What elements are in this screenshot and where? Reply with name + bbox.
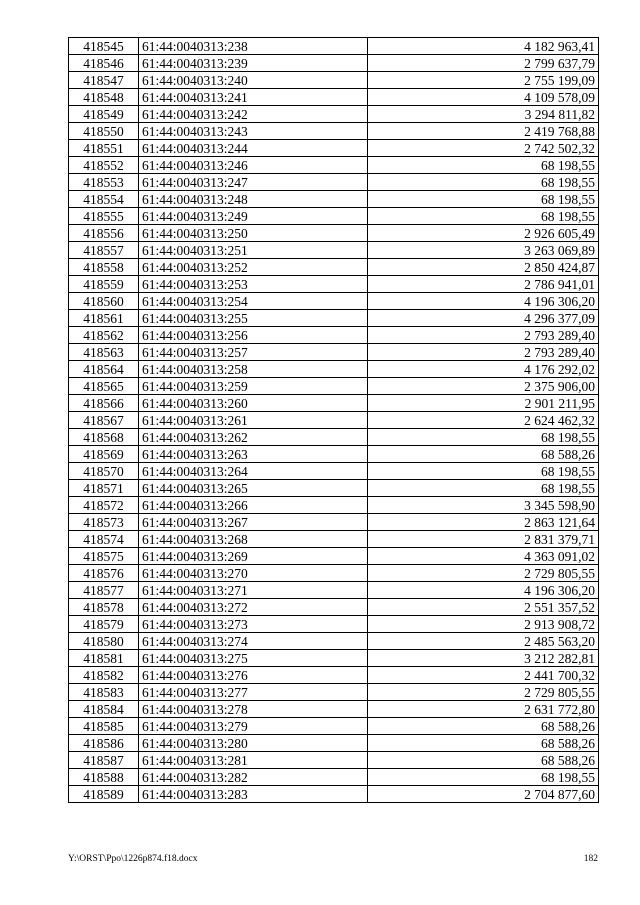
row-number-cell: 418566 [69,395,139,412]
table-row [69,242,599,259]
cadastral-number-cell: 61:44:0040313:256 [139,327,368,344]
cadastral-number-cell: 61:44:0040313:281 [139,752,368,769]
value-cell: 68 198,55 [368,191,599,208]
cadastral-number-cell: 61:44:0040313:283 [139,786,368,803]
row-number-cell: 418579 [69,616,139,633]
value-cell: 68 198,55 [368,769,599,786]
cadastral-number-cell: 61:44:0040313:255 [139,310,368,327]
table-row [69,701,599,718]
cadastral-number-cell: 61:44:0040313:244 [139,140,368,157]
row-number-cell: 418585 [69,718,139,735]
cadastral-number-cell: 61:44:0040313:251 [139,242,368,259]
row-number-cell: 418568 [69,429,139,446]
value-cell: 68 198,55 [368,174,599,191]
cadastral-number-cell: 61:44:0040313:241 [139,89,368,106]
cadastral-number-cell: 61:44:0040313:268 [139,531,368,548]
table-row [69,769,599,786]
row-number-cell: 418584 [69,701,139,718]
cadastral-number-cell: 61:44:0040313:254 [139,293,368,310]
value-cell: 68 198,55 [368,463,599,480]
table-row [69,684,599,701]
row-number-cell: 418565 [69,378,139,395]
row-number-cell: 418581 [69,650,139,667]
cadastral-number-cell: 61:44:0040313:278 [139,701,368,718]
value-cell: 68 198,55 [368,208,599,225]
value-cell: 2 863 121,64 [368,514,599,531]
table-row [69,463,599,480]
value-cell: 2 755 199,09 [368,72,599,89]
table-row [69,667,599,684]
table-row [69,752,599,769]
value-cell: 2 742 502,32 [368,140,599,157]
cadastral-number-cell: 61:44:0040313:276 [139,667,368,684]
value-cell: 2 551 357,52 [368,599,599,616]
value-cell: 2 441 700,32 [368,667,599,684]
table-row [69,735,599,752]
table-row [69,106,599,123]
value-cell: 68 198,55 [368,157,599,174]
value-cell: 2 631 772,80 [368,701,599,718]
value-cell: 68 588,26 [368,735,599,752]
cadastral-number-cell: 61:44:0040313:248 [139,191,368,208]
row-number-cell: 418586 [69,735,139,752]
value-cell: 2 729 805,55 [368,565,599,582]
row-number-cell: 418560 [69,293,139,310]
row-number-cell: 418545 [69,38,139,55]
value-cell: 2 831 379,71 [368,531,599,548]
cadastral-number-cell: 61:44:0040313:250 [139,225,368,242]
table-row [69,293,599,310]
row-number-cell: 418570 [69,463,139,480]
row-number-cell: 418555 [69,208,139,225]
row-number-cell: 418573 [69,514,139,531]
cadastral-number-cell: 61:44:0040313:260 [139,395,368,412]
row-number-cell: 418561 [69,310,139,327]
table-row [69,191,599,208]
value-cell: 2 850 424,87 [368,259,599,276]
cadastral-number-cell: 61:44:0040313:259 [139,378,368,395]
value-cell: 2 786 941,01 [368,276,599,293]
row-number-cell: 418578 [69,599,139,616]
value-cell: 2 901 211,95 [368,395,599,412]
table-row [69,633,599,650]
table-row [69,514,599,531]
table-row [69,310,599,327]
footer-file-path: Y:\ORST\Ppo\1226p874.f18.docx [68,854,198,864]
table-row [69,395,599,412]
row-number-cell: 418564 [69,361,139,378]
table-row [69,259,599,276]
table-row [69,55,599,72]
cadastral-number-cell: 61:44:0040313:261 [139,412,368,429]
table-row [69,378,599,395]
value-cell: 2 793 289,40 [368,327,599,344]
value-cell: 2 913 908,72 [368,616,599,633]
cadastral-number-cell: 61:44:0040313:270 [139,565,368,582]
row-number-cell: 418551 [69,140,139,157]
table-row [69,616,599,633]
row-number-cell: 418574 [69,531,139,548]
value-cell: 68 198,55 [368,480,599,497]
cadastral-number-cell: 61:44:0040313:269 [139,548,368,565]
value-cell: 4 176 292,02 [368,361,599,378]
row-number-cell: 418558 [69,259,139,276]
row-number-cell: 418567 [69,412,139,429]
row-number-cell: 418571 [69,480,139,497]
cadastral-number-cell: 61:44:0040313:275 [139,650,368,667]
row-number-cell: 418554 [69,191,139,208]
value-cell: 4 196 306,20 [368,293,599,310]
row-number-cell: 418557 [69,242,139,259]
table-row [69,276,599,293]
row-number-cell: 418580 [69,633,139,650]
table-row [69,361,599,378]
table-row [69,786,599,803]
value-cell: 2 729 805,55 [368,684,599,701]
value-cell: 3 294 811,82 [368,106,599,123]
table-row [69,650,599,667]
table-row [69,327,599,344]
table-row [69,548,599,565]
table-row [69,89,599,106]
row-number-cell: 418582 [69,667,139,684]
row-number-cell: 418577 [69,582,139,599]
value-cell: 68 588,26 [368,446,599,463]
value-cell: 2 793 289,40 [368,344,599,361]
table-row [69,140,599,157]
table-row [69,718,599,735]
cadastral-number-cell: 61:44:0040313:247 [139,174,368,191]
table-row [69,72,599,89]
row-number-cell: 418583 [69,684,139,701]
cadastral-number-cell: 61:44:0040313:273 [139,616,368,633]
table-row [69,208,599,225]
cadastral-number-cell: 61:44:0040313:262 [139,429,368,446]
value-cell: 2 375 906,00 [368,378,599,395]
value-cell: 4 182 963,41 [368,38,599,55]
cadastral-number-cell: 61:44:0040313:252 [139,259,368,276]
cadastral-number-cell: 61:44:0040313:253 [139,276,368,293]
cadastral-number-cell: 61:44:0040313:258 [139,361,368,378]
value-cell: 2 704 877,60 [368,786,599,803]
row-number-cell: 418563 [69,344,139,361]
cadastral-number-cell: 61:44:0040313:271 [139,582,368,599]
row-number-cell: 418556 [69,225,139,242]
cadastral-number-cell: 61:44:0040313:279 [139,718,368,735]
row-number-cell: 418576 [69,565,139,582]
row-number-cell: 418589 [69,786,139,803]
cadastral-number-cell: 61:44:0040313:277 [139,684,368,701]
table-row [69,497,599,514]
cadastral-number-cell: 61:44:0040313:246 [139,157,368,174]
cadastral-number-cell: 61:44:0040313:266 [139,497,368,514]
value-cell: 3 212 282,81 [368,650,599,667]
cadastral-value-table [68,37,599,803]
cadastral-number-cell: 61:44:0040313:264 [139,463,368,480]
table-row [69,565,599,582]
row-number-cell: 418575 [69,548,139,565]
table-row [69,582,599,599]
cadastral-number-cell: 61:44:0040313:280 [139,735,368,752]
row-number-cell: 418546 [69,55,139,72]
value-cell: 68 198,55 [368,429,599,446]
row-number-cell: 418547 [69,72,139,89]
cadastral-number-cell: 61:44:0040313:240 [139,72,368,89]
row-number-cell: 418588 [69,769,139,786]
table-row [69,599,599,616]
table-row [69,225,599,242]
cadastral-number-cell: 61:44:0040313:267 [139,514,368,531]
cadastral-number-cell: 61:44:0040313:274 [139,633,368,650]
row-number-cell: 418549 [69,106,139,123]
value-cell: 4 296 377,09 [368,310,599,327]
row-number-cell: 418587 [69,752,139,769]
value-cell: 2 485 563,20 [368,633,599,650]
row-number-cell: 418559 [69,276,139,293]
table-row [69,412,599,429]
value-cell: 68 588,26 [368,752,599,769]
value-cell: 2 926 605,49 [368,225,599,242]
value-cell: 3 263 069,89 [368,242,599,259]
table-body [69,38,599,803]
table-row [69,38,599,55]
table-row [69,157,599,174]
value-cell: 3 345 598,90 [368,497,599,514]
row-number-cell: 418550 [69,123,139,140]
footer-page-number: 182 [583,854,598,864]
cadastral-number-cell: 61:44:0040313:243 [139,123,368,140]
cadastral-number-cell: 61:44:0040313:265 [139,480,368,497]
cadastral-number-cell: 61:44:0040313:249 [139,208,368,225]
value-cell: 4 363 091,02 [368,548,599,565]
value-cell: 4 196 306,20 [368,582,599,599]
cadastral-number-cell: 61:44:0040313:257 [139,344,368,361]
cadastral-number-cell: 61:44:0040313:238 [139,38,368,55]
row-number-cell: 418552 [69,157,139,174]
value-cell: 68 588,26 [368,718,599,735]
cadastral-number-cell: 61:44:0040313:282 [139,769,368,786]
row-number-cell: 418548 [69,89,139,106]
table-row [69,480,599,497]
value-cell: 2 419 768,88 [368,123,599,140]
row-number-cell: 418569 [69,446,139,463]
row-number-cell: 418553 [69,174,139,191]
row-number-cell: 418572 [69,497,139,514]
table-row [69,446,599,463]
table-row [69,429,599,446]
table-row [69,344,599,361]
cadastral-number-cell: 61:44:0040313:242 [139,106,368,123]
value-cell: 4 109 578,09 [368,89,599,106]
table-row [69,174,599,191]
table-row [69,531,599,548]
cadastral-number-cell: 61:44:0040313:272 [139,599,368,616]
cadastral-number-cell: 61:44:0040313:263 [139,446,368,463]
row-number-cell: 418562 [69,327,139,344]
value-cell: 2 624 462,32 [368,412,599,429]
cadastral-number-cell: 61:44:0040313:239 [139,55,368,72]
table-row [69,123,599,140]
value-cell: 2 799 637,79 [368,55,599,72]
